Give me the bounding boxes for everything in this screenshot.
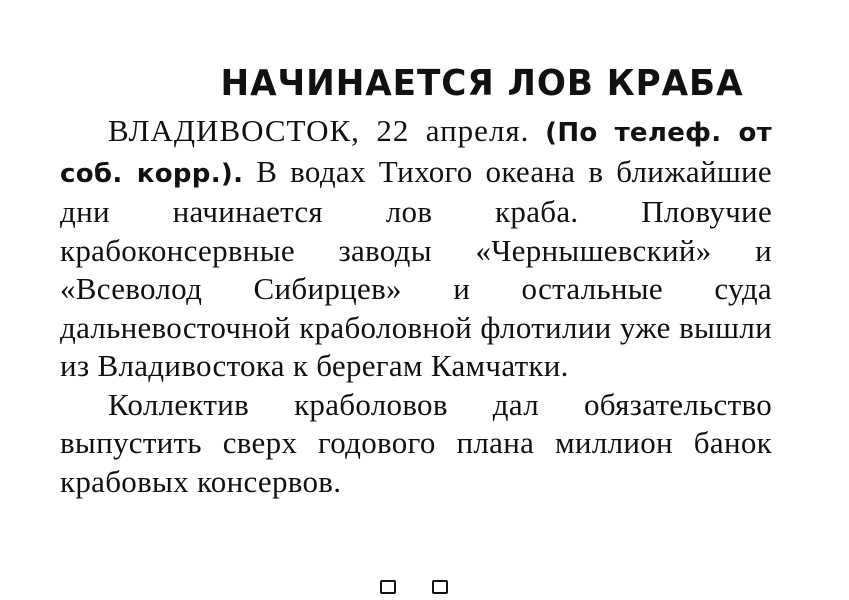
article-headline: НАЧИНАЕТСЯ ЛОВ КРАБА <box>220 63 744 104</box>
article-paragraph-1-body: В водах Тихого океана в ближайшие дни начинается лов краба. Пловучие крабоконсервные заводы «Чернышевский» и «Всеволод Сибирцев» и остальные суда дальневосточной краболовной флотилии уже вышли из Владивостока к берегам Камчатки. <box>60 153 772 383</box>
end-square-icon <box>432 580 448 594</box>
article-source: (По телеф. от соб. корр.). <box>60 118 772 189</box>
end-square-icon <box>380 580 396 594</box>
article-end-marks <box>380 580 448 594</box>
news-article <box>60 63 772 501</box>
article-paragraph-1 <box>60 112 772 386</box>
article-paragraph-2: Коллектив краболовов дал обязательство выпустить сверх годового плана миллион банок крабовых консервов. <box>60 386 772 499</box>
article-dateline: ВЛАДИВОСТОК, 22 апреля. <box>108 113 530 148</box>
